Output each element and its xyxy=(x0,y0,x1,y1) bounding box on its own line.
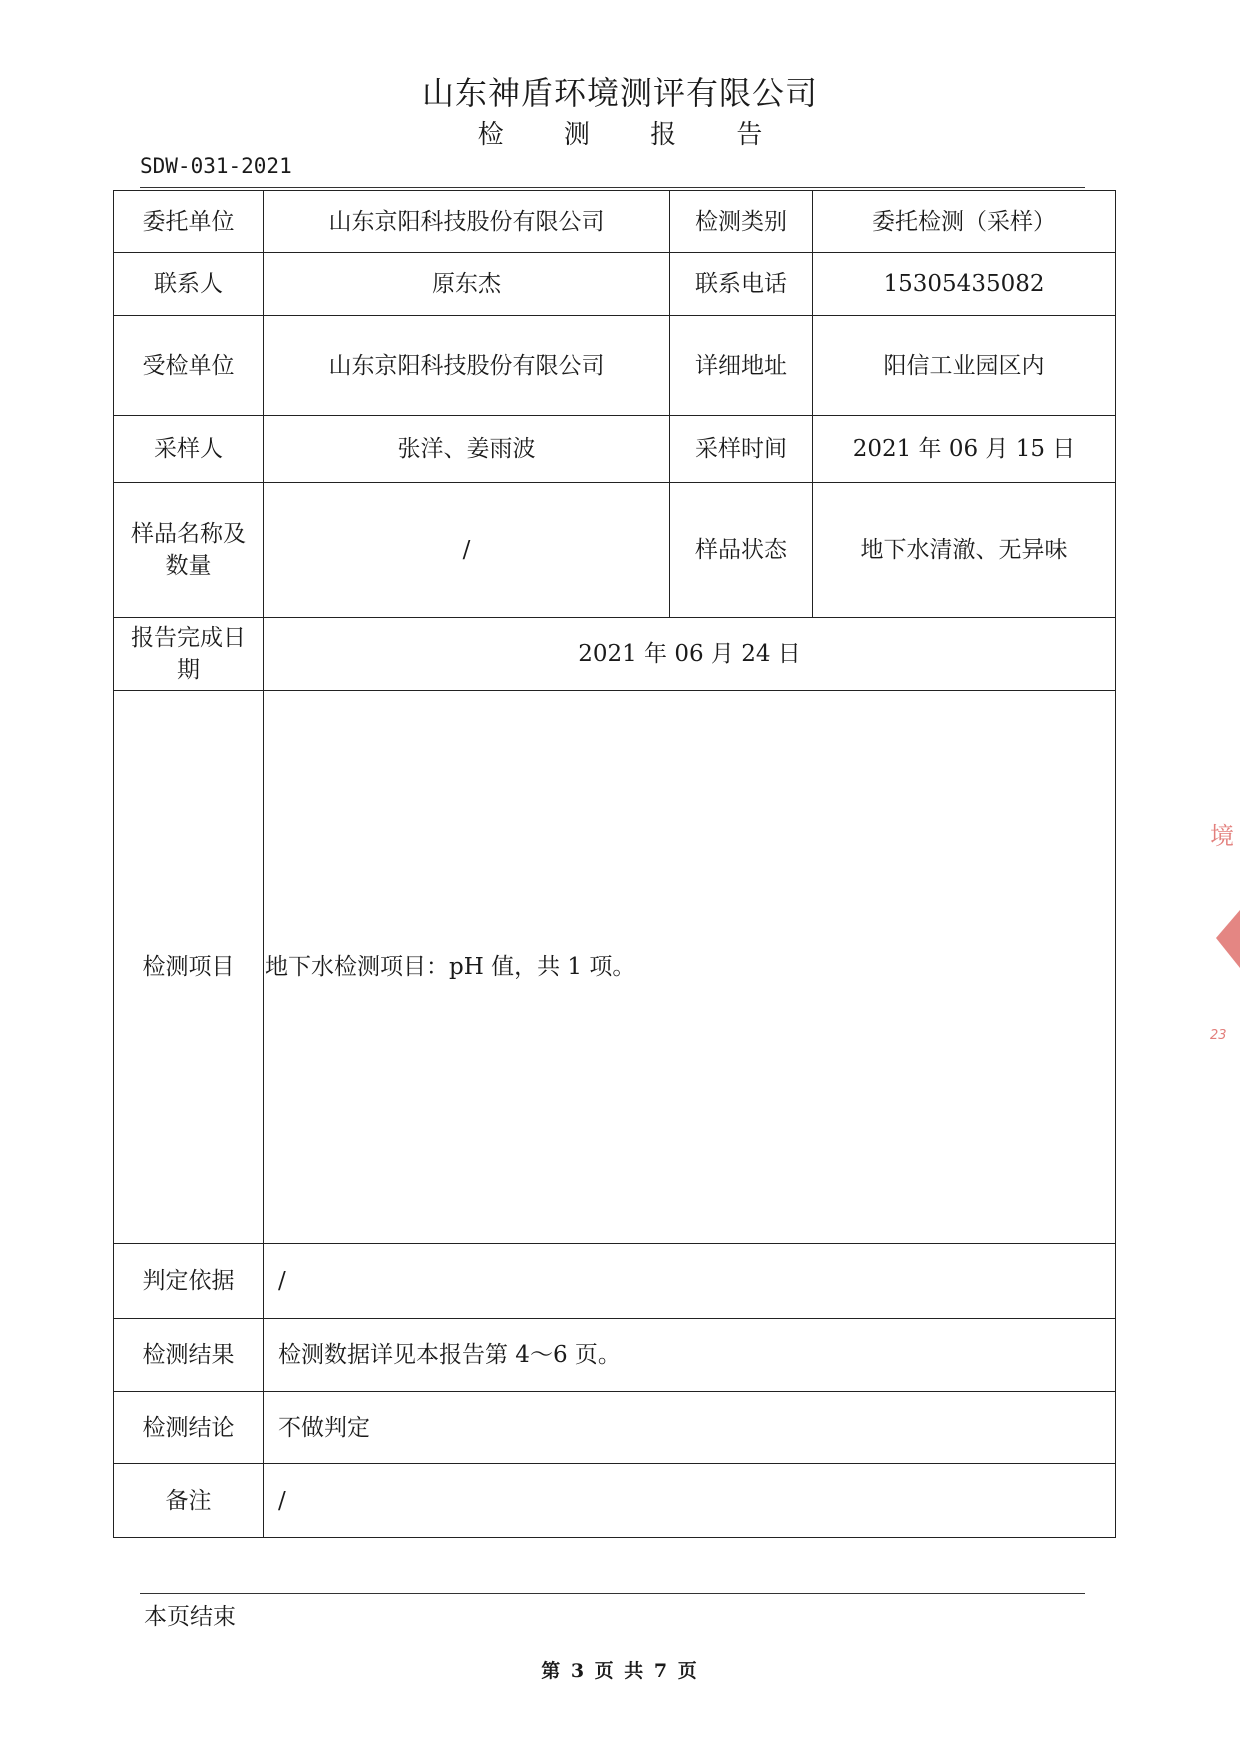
table-row xyxy=(114,483,1116,618)
company-name: 山东神盾环境测评有限公司 xyxy=(421,74,818,112)
sampler-label: 采样人 xyxy=(114,416,264,483)
table-row xyxy=(114,1392,1116,1464)
header-divider xyxy=(140,187,1085,188)
basis-value: / xyxy=(264,1244,1116,1319)
completion-date-value: 2021 年 06 月 24 日 xyxy=(264,618,1116,691)
footer-divider xyxy=(140,1593,1085,1594)
conclusion-value: 不做判定 xyxy=(264,1392,1116,1464)
result-label: 检测结果 xyxy=(114,1319,264,1392)
basis-label: 判定依据 xyxy=(114,1244,264,1319)
contact-label: 联系人 xyxy=(114,253,264,316)
sampler-value: 张洋、姜雨波 xyxy=(264,416,670,483)
table-row xyxy=(114,618,1116,691)
table-row xyxy=(114,316,1116,416)
completion-date-label: 报告完成日期 xyxy=(114,618,264,691)
table-row xyxy=(114,1464,1116,1538)
test-items-label: 检测项目 xyxy=(114,691,264,1244)
sample-name-label: 样品名称及数量 xyxy=(114,483,264,618)
seal-triangle-icon xyxy=(1216,910,1240,968)
address-label: 详细地址 xyxy=(670,316,813,416)
table-row xyxy=(114,1244,1116,1319)
table-row xyxy=(114,191,1116,253)
seal-fragment: 境 xyxy=(1210,822,1234,850)
sampling-time-label: 采样时间 xyxy=(670,416,813,483)
conclusion-label: 检测结论 xyxy=(114,1392,264,1464)
table-row xyxy=(114,691,1116,1244)
table-row xyxy=(114,253,1116,316)
document-title: 检 测 报 告 xyxy=(477,120,789,150)
result-value: 检测数据详见本报告第 4～6 页。 xyxy=(264,1319,1116,1392)
test-type-label: 检测类别 xyxy=(670,191,813,253)
page-number: 第 3 页 共 7 页 xyxy=(541,1660,699,1682)
address-value: 阳信工业园区内 xyxy=(813,316,1116,416)
table-row xyxy=(114,1319,1116,1392)
client-unit-value: 山东京阳科技股份有限公司 xyxy=(264,191,670,253)
sample-state-value: 地下水清澈、无异味 xyxy=(813,483,1116,618)
document-number: SDW-031-2021 xyxy=(140,154,292,178)
contact-value: 原东杰 xyxy=(264,253,670,316)
end-of-page-note: 本页结束 xyxy=(144,1604,236,1630)
phone-label: 联系电话 xyxy=(670,253,813,316)
inspected-unit-value: 山东京阳科技股份有限公司 xyxy=(264,316,670,416)
sampling-time-value: 2021 年 06 月 15 日 xyxy=(813,416,1116,483)
seal-number-fragment: 23 xyxy=(1210,1028,1227,1043)
test-items-value: 地下水检测项目：pH 值，共 1 项。 xyxy=(264,691,1116,1244)
sample-name-value: / xyxy=(264,483,670,618)
phone-value: 15305435082 xyxy=(813,253,1116,316)
sample-state-label: 样品状态 xyxy=(670,483,813,618)
table-row xyxy=(114,416,1116,483)
remarks-label: 备注 xyxy=(114,1464,264,1538)
client-unit-label: 委托单位 xyxy=(114,191,264,253)
seal-fragment-icon xyxy=(1210,910,1240,970)
report-table xyxy=(113,190,1116,1538)
inspected-unit-label: 受检单位 xyxy=(114,316,264,416)
remarks-value: / xyxy=(264,1464,1116,1538)
test-type-value: 委托检测（采样） xyxy=(813,191,1116,253)
